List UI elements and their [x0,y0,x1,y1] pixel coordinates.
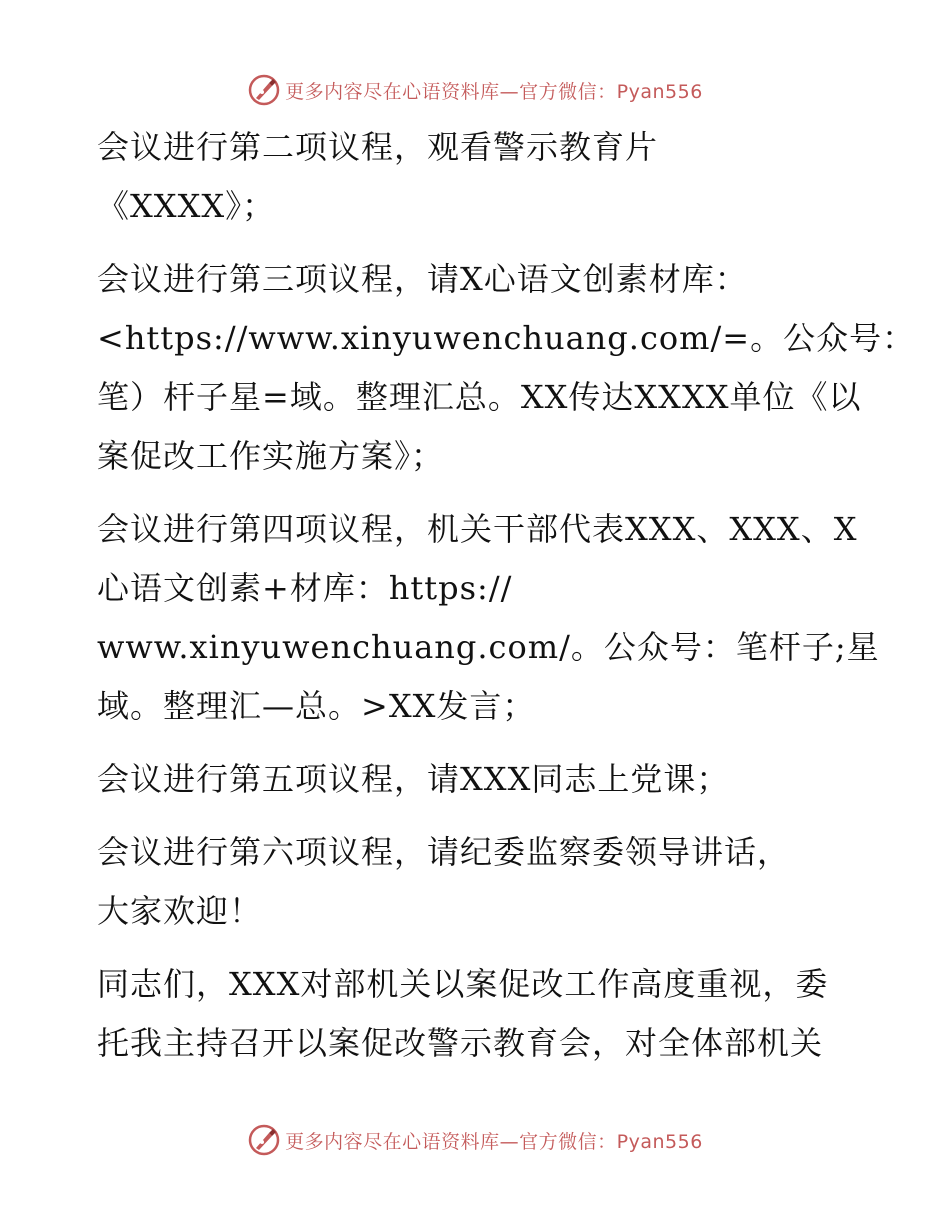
text-line: 笔）杆子星=域。整理汇总。XX传达XXXX单位《以 [97,378,862,416]
text-line: 域。整理汇—总。>XX发言； [97,687,536,725]
text-line: 会议进行第三项议程，请X心语文创素材库： [97,260,748,298]
paragraph-agenda-3 [97,250,916,486]
text-line: <https://www.xinyuwenchuang.com/=。公众号： [97,319,916,357]
paragraph-agenda-4 [97,500,880,736]
paragraph-agenda-5 [97,750,857,809]
pen-logo-icon [247,73,281,107]
text-line: 会议进行第四项议程，机关干部代表XXX、XXX、X [97,510,858,548]
text-line: 托我主持召开以案促改警示教育会，对全体部机关 [97,1024,824,1062]
paragraph-closing [97,955,857,1073]
text-line: 心语文创素+材库：https:// [97,569,513,607]
text-line: 会议进行第五项议程，请XXX同志上党课； [97,760,730,798]
text-line: 同志们，XXX对部机关以案促改工作高度重视，委 [97,965,829,1003]
text-line: 《XXXX》； [97,187,276,225]
paragraph-agenda-6 [97,823,857,941]
footer-watermark-banner [0,1120,950,1160]
header-watermark-text: 更多内容尽在心语资料库—官方微信：Pyan556 [285,80,703,103]
paragraph-agenda-2 [97,118,857,236]
text-line: 案促改工作实施方案》； [97,437,445,475]
pen-logo-icon [247,1123,281,1157]
footer-watermark-text: 更多内容尽在心语资料库—官方微信：Pyan556 [285,1130,703,1153]
document-body [97,118,916,1087]
text-line: 会议进行第六项议程，请纪委监察委领导讲话， [97,833,791,871]
text-line: 会议进行第二项议程，观看警示教育片 [97,128,659,166]
text-line: www.xinyuwenchuang.com/。公众号：笔杆子;星 [97,628,880,666]
text-line: 大家欢迎！ [97,892,263,930]
header-watermark-banner [0,70,950,110]
